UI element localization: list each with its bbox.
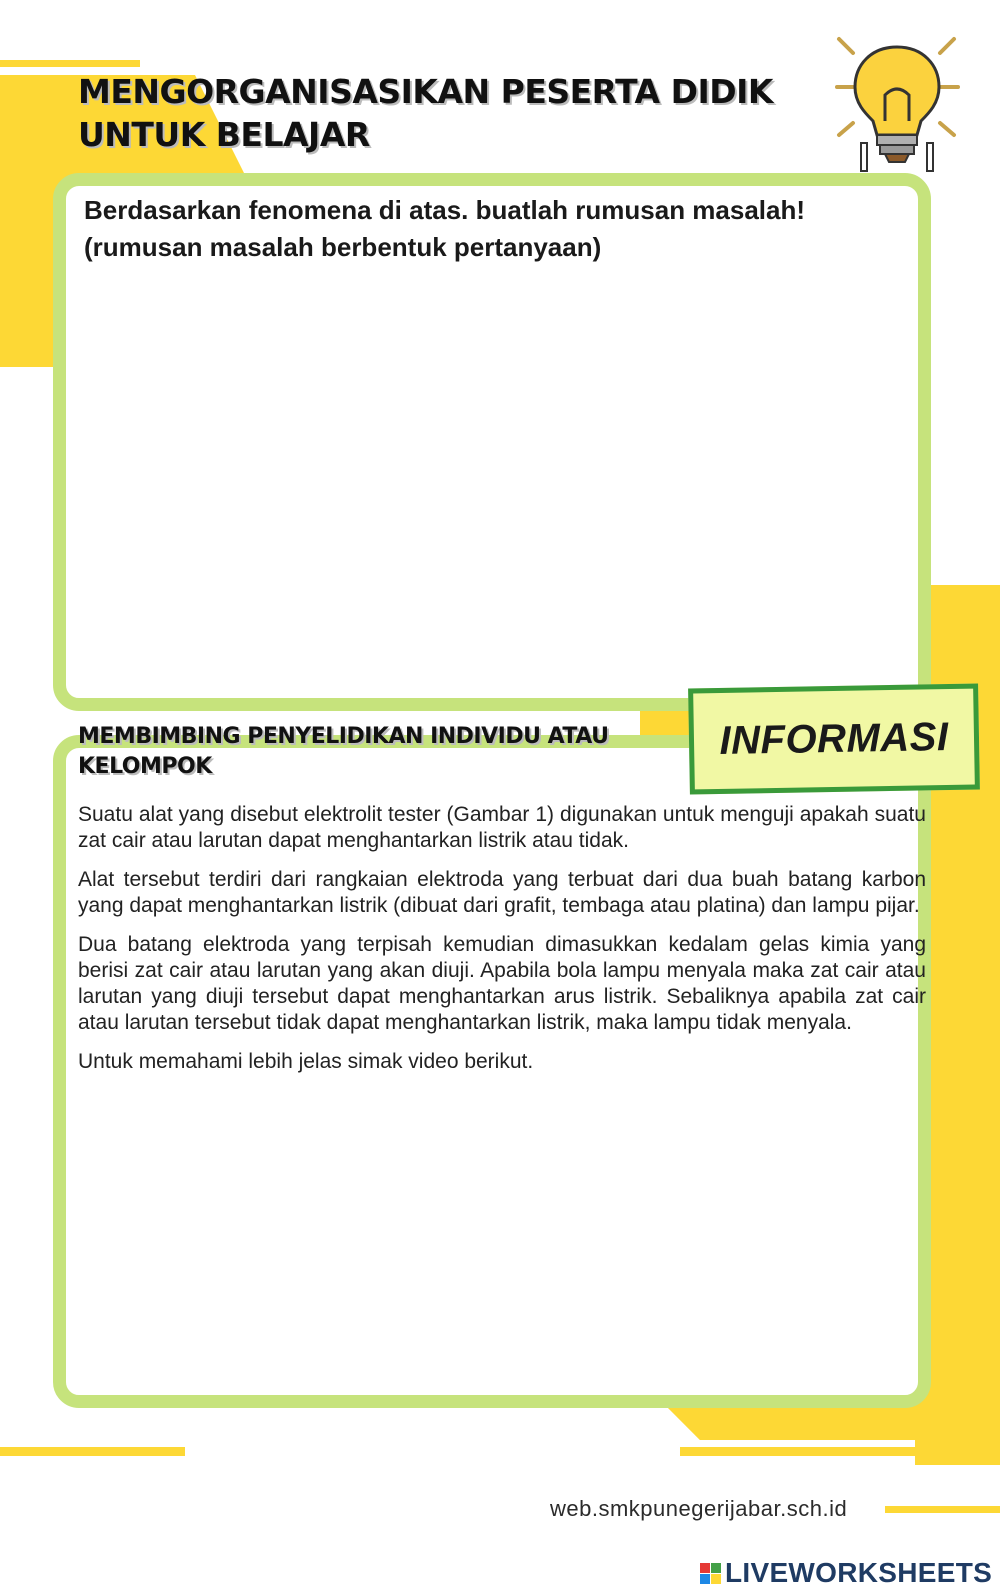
- yellow-stripe-top: [0, 60, 140, 67]
- paragraph-2: Alat tersebut terdiri dari rangkaian elektroda yang terbuat dari dua buah batang karbon yang dapat menghantarkan listrik (dibuat dari grafit, tembaga atau platina) dan lampu pijar.: [78, 868, 926, 917]
- page-title: MENGORGANISASIKAN PESERTA DIDIK UNTUK BELAJAR: [78, 72, 773, 154]
- question-text: Berdasarkan fenomena di atas. buatlah rumusan masalah! (rumusan masalah berbentuk pertanyaan): [84, 195, 806, 262]
- brand: [700, 1557, 992, 1589]
- informasi-badge: [688, 683, 980, 794]
- information-text: [78, 802, 926, 1088]
- liveworksheets-logo-icon: [700, 1563, 721, 1584]
- informasi-badge-label: INFORMASI: [719, 714, 949, 763]
- yellow-stripe-bottom-left: [0, 1447, 185, 1456]
- yellow-stripe-footer: [885, 1506, 1000, 1513]
- answer-input[interactable]: [84, 272, 909, 677]
- section-title: MEMBIMBING PENYELIDIKAN INDIVIDU ATAU KELOMPOK: [78, 724, 609, 779]
- footer-url: web.smkpunegerijabar.sch.id: [550, 1496, 848, 1521]
- paragraph-4: Untuk memahami lebih jelas simak video berikut.: [78, 1050, 534, 1073]
- brand-text: LIVEWORKSHEETS: [725, 1557, 993, 1588]
- paragraph-1: Suatu alat yang disebut elektrolit tester (Gambar 1) digunakan untuk menguji apakah suatu zat cair atau larutan dapat menghantarkan listrik atau tidak.: [78, 803, 926, 852]
- yellow-stripe-bottom-right: [680, 1447, 1000, 1456]
- video-area[interactable]: [78, 1090, 926, 1405]
- paragraph-3: Dua batang elektroda yang terpisah kemudian dimasukkan kedalam gelas kimia yang berisi zat cair atau larutan yang akan diuji. Apabila bola lampu menyala maka zat cair atau larutan yang diuji tersebut dapat menghantarkan arus listrik. Sebaliknya apabila zat cair atau larutan tersebut tidak dapat menghantarkan listrik, maka lampu tidak menyala.: [78, 933, 926, 1034]
